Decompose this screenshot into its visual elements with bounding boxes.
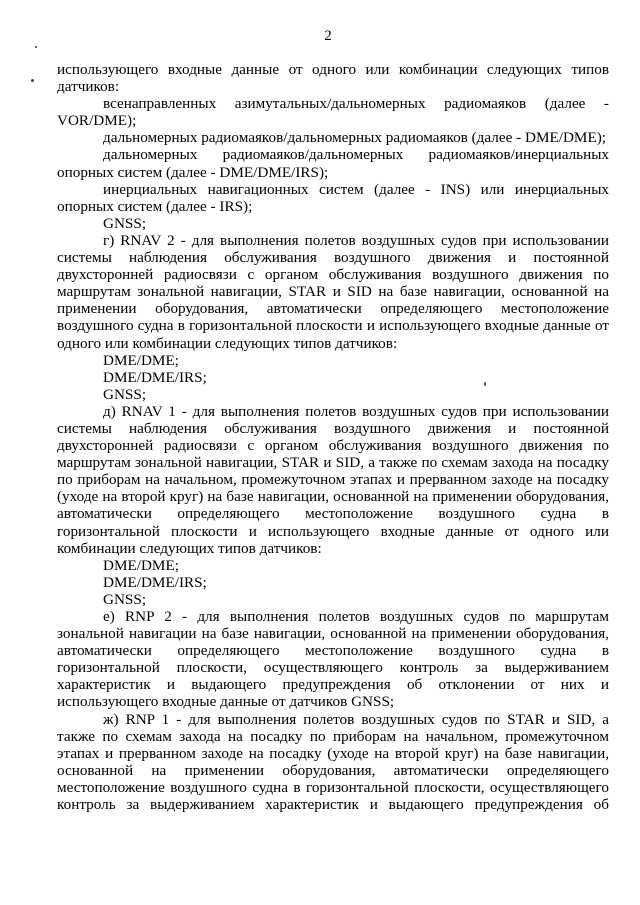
text-line: дальномерных радиомаяков/дальномерных радиомаяков/инерциальных bbox=[103, 146, 609, 164]
text-line: также по схемам захода на посадку по приборам на начальном, промежуточном bbox=[57, 727, 609, 745]
text-line: системы наблюдения обслуживания воздушного движения и постоянной bbox=[57, 249, 609, 267]
text-line: этапах и прерванном заходе на посадку (уходе на второй круг) на базе навигации, bbox=[57, 744, 609, 762]
text-line: характеристик и выдающего предупреждения об отклонении от них и bbox=[57, 676, 609, 694]
text-line: GNSS; bbox=[103, 590, 147, 608]
text-line: GNSS; bbox=[103, 214, 147, 232]
text-line: опорных систем (далее - DME/DME/IRS); bbox=[57, 163, 329, 181]
text-line: применении оборудования, автоматически определяющего местоположение bbox=[57, 300, 609, 318]
text-line: автоматически определяющего местоположение воздушного судна в bbox=[57, 505, 609, 523]
text-line: ж) RNP 1 - для выполнения полетов воздушных судов по STAR и SID, а bbox=[103, 710, 609, 728]
text-line: DME/DME/IRS; bbox=[103, 573, 207, 591]
text-line: местоположение воздушного судна в горизонтальной плоскости, осуществляющего bbox=[57, 778, 609, 796]
text-line: всенаправленных азимутальных/дальномерных радиомаяков (далее - bbox=[103, 95, 609, 113]
text-line: горизонтальной плоскости, осуществляющего контроль за выдерживанием bbox=[57, 659, 609, 677]
text-line: инерциальных навигационных систем (далее - INS) или инерциальных bbox=[103, 180, 609, 198]
text-line: е) RNP 2 - для выполнения полетов воздушных судов по маршрутам bbox=[103, 608, 609, 625]
text-line: использующего входные данные от одного или комбинации следующих типов bbox=[57, 61, 609, 78]
text-line: основанной на применении оборудования, автоматически определяющего bbox=[57, 761, 609, 779]
page-number: 2 bbox=[324, 28, 332, 44]
text-line: зональной навигации на базе навигации, основанной на применении оборудования, bbox=[57, 625, 609, 643]
text-line: двухсторонней радиосвязи с органом обслуживания воздушного движения по bbox=[57, 437, 609, 455]
text-line: автоматически определяющего местоположение воздушного судна в bbox=[57, 642, 609, 660]
text-line: DME/DME; bbox=[103, 556, 179, 574]
text-line: датчиков: bbox=[57, 78, 120, 96]
text-line: контроль за выдерживанием характеристик и выдающего предупреждения об bbox=[57, 796, 609, 814]
text-line: использующего входные данные от датчиков GNSS; bbox=[57, 693, 395, 711]
text-line: GNSS; bbox=[103, 385, 147, 403]
text-line: г) RNAV 2 - для выполнения полетов воздушных судов при использовании bbox=[103, 231, 609, 249]
scan-speck bbox=[31, 79, 34, 82]
text-line: одного или комбинации следующих типов датчиков: bbox=[57, 334, 398, 352]
text-line: (уходе на второй круг) на базе навигации, основанной на применении оборудования, bbox=[57, 488, 609, 506]
text-line: горизонтальной плоскости и использующего входные данные от одного или bbox=[57, 522, 609, 540]
text-line: DME/DME; bbox=[103, 351, 179, 369]
text-line: VOR/DME); bbox=[57, 112, 137, 130]
text-line: маршрутам зональной навигации, STAR и SID, а также по схемам захода на посадку bbox=[57, 454, 609, 472]
text-line: дальномерных радиомаяков/дальномерных радиомаяков (далее - DME/DME); bbox=[103, 129, 606, 147]
text-line: маршрутам зональной навигации, STAR и SID на базе навигации, основанной на bbox=[57, 283, 609, 301]
text-line: по приборам на начальном, промежуточном этапах и прерванном заходе на посадку bbox=[57, 471, 609, 489]
text-line: д) RNAV 1 - для выполнения полетов воздушных судов при использовании bbox=[103, 402, 609, 420]
text-line: комбинации следующих типов датчиков: bbox=[57, 539, 322, 557]
text-line: двухсторонней радиосвязи с органом обслуживания воздушного движения по bbox=[57, 266, 609, 284]
scan-speck bbox=[35, 46, 37, 48]
document-body bbox=[57, 61, 609, 813]
text-line: DME/DME/IRS; bbox=[103, 368, 207, 386]
text-line: системы наблюдения обслуживания воздушного движения и постоянной bbox=[57, 419, 609, 437]
text-line: воздушного судна в горизонтальной плоскости и использующего входные данные от bbox=[57, 317, 609, 335]
text-line: опорных систем (далее - IRS); bbox=[57, 197, 253, 215]
